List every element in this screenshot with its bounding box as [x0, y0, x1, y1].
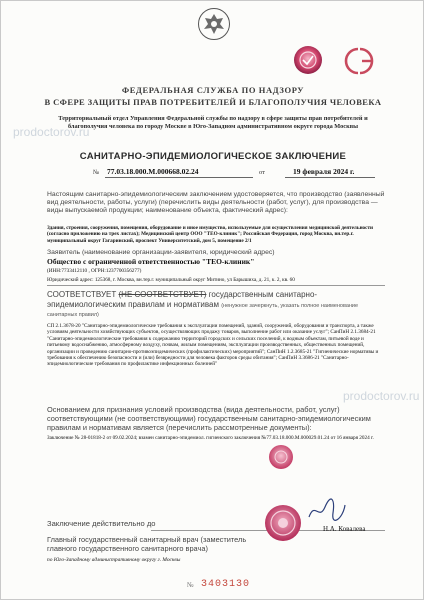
signer-region: по Юго-Западному административному округу г. Москвы — [47, 557, 181, 563]
number-underline — [105, 177, 253, 178]
agency-subtitle: В СФЕРЕ ЗАЩИТЫ ПРАВ ПОТРЕБИТЕЛЕЙ И БЛАГОПОЛУЧИЯ ЧЕЛОВЕКА — [44, 97, 382, 107]
coat-of-arms-emblem — [197, 7, 231, 41]
document-date: 19 февраля 2024 г. — [293, 167, 355, 176]
serial-number: 3403130 — [201, 579, 251, 590]
certification-intro: Настоящим санитарно-эпидемиологическим заключением удостоверяется, что производство (заявленный вид деятельности, работы, услуги) (перечислить виды деятельности (работ, услуг), для производства — виды выпускаемой продукции; наименование объекта, фактический адрес): — [47, 191, 385, 215]
divider-line — [47, 285, 385, 286]
applicant-address: Юридический адрес: 125368, г. Москва, вн.тер.г. муниципальный округ Митино, ул Барышиха, д. 21, к. 2, кв. 60 — [47, 277, 295, 283]
rules-list: СП 2.1.3678-20 "Санитарно-эпидемиологические требования к эксплуатации помещений, зданий, сооружений, оборудования и транспорта, а также условиям деятельности хозяйствующих субъектов, осуществляющих продажу товаров, выполнение работ или оказание услуг"; СанПиН 2.1.3684-21 "Санитарно-эпидемиологические требования к содержанию территорий городских и сельских поселений, к водным объектам, питьевой воде и питьевому водоснабжению, атмосферному воздуху, почвам, жилым помещениям, эксплуатации производственных, общественных помещений, организации и проведению санитарно-противоэпидемических (профилактических) мероприятий"; СанПиН 1.2.3685-21 "Гигиенические нормативы и требования к обеспечению безопасности и (или) безвредности для человека факторов среды обитания"; СанПиН 3.3686-21 "Санитарно-эпидемиологические требования по профилактике инфекционных болезней" — [47, 323, 379, 368]
strike-hint: (ненужное зачеркнуть, указать полное наименование санитарных правил) — [47, 302, 359, 318]
applicant-name: Общество с ограниченной ответственностью "ТЕО-клиник" — [47, 257, 255, 266]
complies-word: СООТВЕТСТВУЕТ — [47, 290, 117, 299]
grounds-details: Заключение № 28-01818-2 от 09.02.2024; взамен санитарно-эпидемиол. гигиенского заключения №77.03.18.000.М.000029.01.24 от 16 января 2024 г. — [47, 435, 374, 441]
serial-prefix: № — [187, 581, 194, 589]
watermark-text: prodoctorov.ru — [343, 389, 420, 403]
department-name: Территориальный отдел Управления Федеральной службы по надзору в сфере защиты прав потребителей и благополучия человека по городу Москве в Юго-Западном административном округе города Москвы — [58, 115, 368, 130]
conclusion-statement — [47, 290, 385, 319]
se-logo-icon — [339, 45, 379, 77]
applicant-label: Заявитель (наименование организации-заявителя, юридический адрес) — [47, 249, 275, 256]
official-stamp-icon — [263, 503, 303, 543]
not-complies-word: (НЕ СООТВЕТСТВУЕТ) — [118, 290, 207, 299]
validity-label: Заключение действительно до — [47, 519, 156, 528]
number-prefix: № — [93, 169, 100, 176]
grounds-text: Основанием для признания условий производства (вида деятельности, работ, услуг) соответствующими (не соответствующими) государственным санитарно-эпидемиологическим правилам и нормативам является (перечислить рассмотренные документы): — [47, 405, 371, 432]
signer-name: Н.А. Ковалева — [323, 525, 366, 533]
conclusion-rest: государственным санитарно-эпидемиологическим правилам и нормативам — [47, 290, 318, 309]
applicant-ids: (ИНН:7733412110 , ОГРН:1237700356277) — [47, 268, 142, 274]
document-number-row — [1, 168, 424, 180]
date-underline — [285, 177, 375, 178]
signer-title: Главный государственный санитарный врач (заместитель главного государственного санитарного врача) — [47, 535, 247, 553]
document-number: 77.03.18.000.М.000668.02.24 — [107, 167, 199, 176]
document-title: САНИТАРНО-ЭПИДЕМИОЛОГИЧЕСКОЕ ЗАКЛЮЧЕНИЕ — [79, 151, 347, 162]
watermark-text: prodoctorov.ru — [13, 125, 90, 139]
hologram-seal-icon — [293, 45, 323, 75]
hologram-seal-icon — [268, 444, 294, 470]
date-prefix: от — [259, 169, 266, 176]
activity-description: Здания, строения, сооружения, помещения, оборудование и иное имущество, используемые для осуществления медицинской деятельности (согласно приложению на трех листах); Медицинский центр ООО "ТЕО-клиник"; Российская Федерация, город Москва, вн.тер.г. муниципальный округ Гагаринский, проспект Университетский, дом 5, помещение 2/1 — [47, 225, 373, 244]
signature-icon — [307, 497, 347, 523]
agency-title: ФЕДЕРАЛЬНАЯ СЛУЖБА ПО НАДЗОРУ — [121, 85, 305, 95]
